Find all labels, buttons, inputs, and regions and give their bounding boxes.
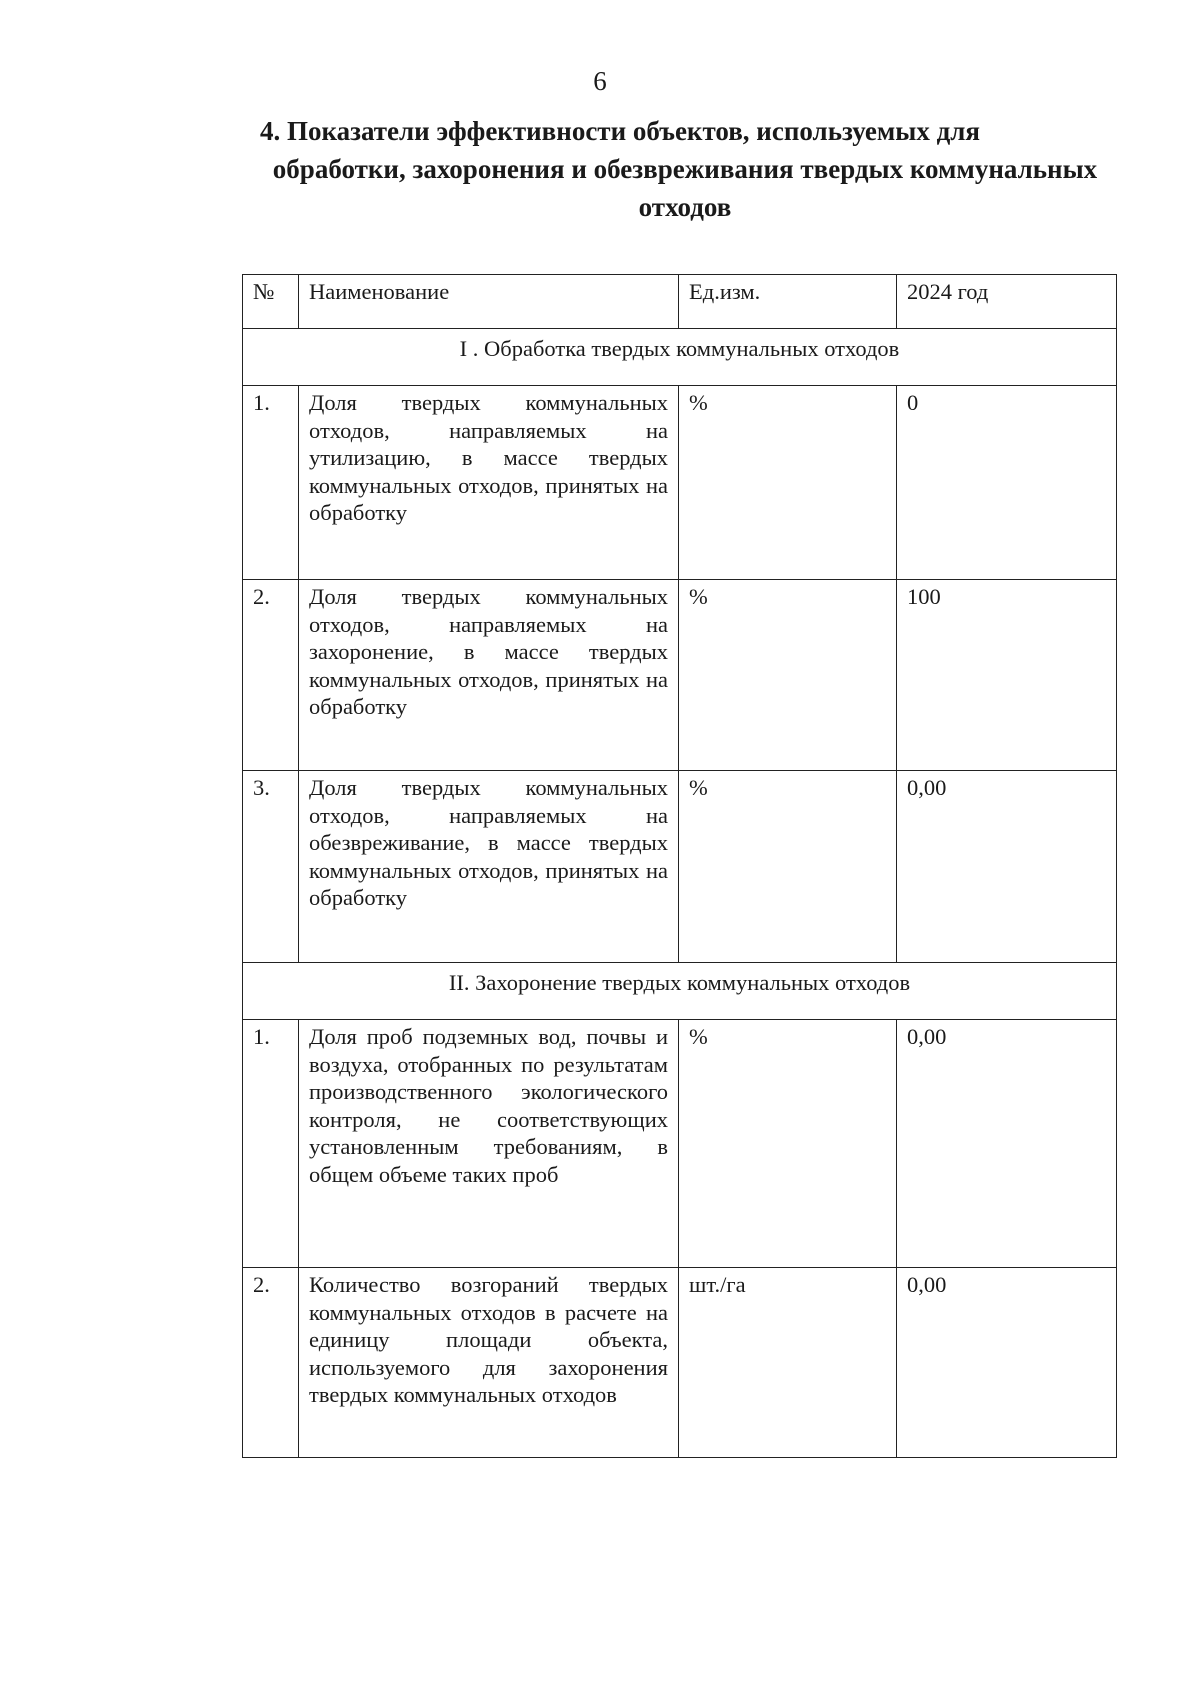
table-row [243, 1268, 1117, 1458]
row-name [299, 580, 679, 771]
row-num: 3. [243, 771, 299, 963]
row-value: 0,00 [897, 1020, 1117, 1268]
row-name-text: Количество возгораний твердых коммунальных отходов в расчете на единицу площади объекта, используемого для захоронения твердых коммунальных отходов [309, 1272, 668, 1407]
row-name [299, 386, 679, 580]
header-name: Наименование [299, 275, 679, 329]
heading-line-2: обработки, захоронения и обезвреживания твердых коммунальных [272, 154, 1098, 184]
row-name [299, 1020, 679, 1268]
table-row [243, 1020, 1117, 1268]
row-num: 2. [243, 1268, 299, 1458]
row-value: 0 [897, 386, 1117, 580]
header-year: 2024 год [897, 275, 1117, 329]
section-row-processing [243, 329, 1117, 386]
section-heading [245, 112, 1125, 226]
section-title-processing: I . Обработка твердых коммунальных отходов [243, 329, 1117, 386]
page-number: 6 [593, 66, 607, 96]
row-unit: % [679, 771, 897, 963]
row-num: 2. [243, 580, 299, 771]
row-name-text: Доля твердых коммунальных отходов, направляемых на утилизацию, в массе твердых коммунальных отходов, принятых на обработку [309, 390, 668, 525]
row-num: 1. [243, 1020, 299, 1268]
table-row [243, 386, 1117, 580]
row-value: 100 [897, 580, 1117, 771]
row-num: 1. [243, 386, 299, 580]
table-row [243, 580, 1117, 771]
row-unit: % [679, 580, 897, 771]
row-unit: шт./га [679, 1268, 897, 1458]
section-row-disposal [243, 963, 1117, 1020]
header-unit: Ед.изм. [679, 275, 897, 329]
row-name [299, 771, 679, 963]
table-header-row [243, 275, 1117, 329]
row-name-text: Доля твердых коммунальных отходов, направляемых на захоронение, в массе твердых коммунальных отходов, принятых на обработку [309, 584, 668, 719]
row-name [299, 1268, 679, 1458]
header-num: № [243, 275, 299, 329]
row-unit: % [679, 1020, 897, 1268]
row-value: 0,00 [897, 771, 1117, 963]
row-name-text: Доля проб подземных вод, почвы и воздуха, отобранных по результатам производственного экологического контроля, не соответствующих установленным требованиям, в общем объеме таких проб [309, 1024, 668, 1187]
heading-line-1: 4. Показатели эффективности объектов, используемых для [259, 116, 981, 146]
row-value: 0,00 [897, 1268, 1117, 1458]
heading-line-3: отходов [638, 192, 732, 222]
table-row [243, 771, 1117, 963]
row-unit: % [679, 386, 897, 580]
indicators-table [242, 274, 1117, 1458]
row-name-text: Доля твердых коммунальных отходов, направляемых на обезвреживание, в массе твердых коммунальных отходов, принятых на обработку [309, 775, 668, 910]
section-title-disposal: II. Захоронение твердых коммунальных отходов [243, 963, 1117, 1020]
